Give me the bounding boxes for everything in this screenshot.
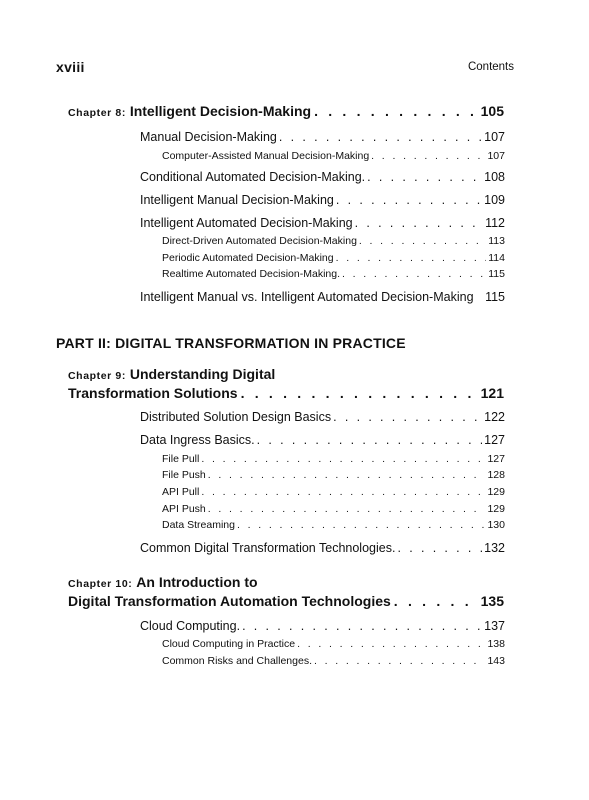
toc-entry-title: Intelligent Automated Decision-Making <box>140 216 353 230</box>
running-title: Contents <box>467 61 514 73</box>
toc-entry-page: 122 <box>484 410 505 424</box>
chapter-9-page: 121 <box>480 385 504 401</box>
chapter-9-prefix: Chapter 9: <box>68 370 126 382</box>
dot-leader <box>394 593 478 610</box>
toc-entry-page: 107 <box>484 130 505 144</box>
dot-leader <box>359 235 486 247</box>
toc-entry-page: 127 <box>487 453 505 465</box>
toc-entry-title: Cloud Computing. <box>140 619 241 633</box>
toc-entry-title: File Pull <box>162 453 200 465</box>
dot-leader <box>397 541 482 555</box>
toc-entry-page: 130 <box>487 519 505 531</box>
toc-entry-title: Cloud Computing in Practice <box>162 638 296 650</box>
toc-entry-title: File Push <box>162 469 206 481</box>
toc-entry-title: API Push <box>162 503 206 515</box>
toc-subentry <box>162 268 505 280</box>
dot-leader <box>257 433 483 447</box>
toc-entry-title: Realtime Automated Decision-Making. <box>162 268 340 280</box>
toc-entry-page: 115 <box>485 290 505 304</box>
dot-leader <box>208 469 486 481</box>
dot-leader <box>208 503 486 515</box>
dot-leader <box>342 268 486 280</box>
toc-entry-title: Manual Decision-Making <box>140 130 277 144</box>
dot-leader <box>201 486 485 498</box>
toc-entry <box>140 619 505 633</box>
toc-subentry <box>162 519 505 531</box>
chapter-10-page: 135 <box>480 593 504 609</box>
toc-entry-page: 128 <box>487 469 505 481</box>
toc-entry <box>140 410 505 424</box>
dot-leader <box>333 410 482 424</box>
toc-entry-page: 115 <box>488 268 505 280</box>
chapter-10-prefix: Chapter 10: <box>68 578 133 590</box>
dot-leader <box>336 193 482 207</box>
toc-entry-title: Distributed Solution Design Basics <box>140 410 332 424</box>
toc-entry-page: 108 <box>484 170 505 184</box>
dot-leader <box>237 519 486 531</box>
toc-entry-page: 132 <box>484 541 505 555</box>
dot-leader <box>314 103 478 120</box>
toc-entry <box>140 433 505 447</box>
toc-entry-page: 107 <box>487 150 505 162</box>
dot-leader <box>241 385 478 402</box>
toc-subentry <box>162 655 505 667</box>
dot-leader <box>336 252 487 264</box>
dot-leader <box>314 655 485 667</box>
chapter-8-title: Intelligent Decision-Making <box>129 103 312 119</box>
chapter-9-title-line2: Transformation Solutions <box>68 385 238 401</box>
dot-leader <box>367 170 482 184</box>
toc-entry-page: 109 <box>484 193 505 207</box>
toc-entry-page: 114 <box>488 252 505 264</box>
toc-entry-title: Intelligent Manual vs. Intelligent Automated Decision-Making <box>140 290 474 304</box>
toc-entry-page: 143 <box>487 655 505 667</box>
toc-subentry <box>162 150 505 162</box>
dot-leader <box>242 619 482 633</box>
toc-subentry <box>162 486 505 498</box>
toc-entry-page: 113 <box>488 235 505 247</box>
toc-entry <box>140 193 505 207</box>
chapter-10-title-line2: Digital Transformation Automation Technologies <box>68 593 391 609</box>
toc-entry-page: 127 <box>484 433 505 447</box>
dot-leader <box>355 216 483 230</box>
toc-entry-title: Data Ingress Basics. <box>140 433 255 447</box>
dot-leader <box>371 150 485 162</box>
chapter-8-page: 105 <box>480 103 504 119</box>
toc-entry-page: 138 <box>487 638 505 650</box>
toc-subentry <box>162 252 505 264</box>
toc-entry-page: 129 <box>487 503 505 515</box>
toc-entry-title: Periodic Automated Decision-Making <box>162 252 334 264</box>
toc-entry <box>140 170 505 184</box>
toc-entry-title: Data Streaming <box>162 519 235 531</box>
chapter-8-prefix: Chapter 8: <box>68 107 126 119</box>
toc-entry <box>140 541 505 555</box>
chapter-9-title-line1: Understanding Digital <box>129 366 276 382</box>
toc-entry-title: Conditional Automated Decision-Making. <box>140 170 366 184</box>
toc-subentry <box>162 638 505 650</box>
toc-subentry <box>162 469 505 481</box>
toc-entry <box>140 130 505 144</box>
toc-entry-title: Common Risks and Challenges. <box>162 655 312 667</box>
toc-entry-title: API Pull <box>162 486 200 498</box>
dot-leader <box>297 638 485 650</box>
toc-entry <box>140 290 505 304</box>
toc-subentry <box>162 453 505 465</box>
dot-leader <box>279 130 482 144</box>
toc-subentry <box>162 235 505 247</box>
chapter-9-heading <box>68 366 504 402</box>
toc-entry-title: Direct-Driven Automated Decision-Making <box>162 235 357 247</box>
toc-entry-title: Intelligent Manual Decision-Making <box>140 193 334 207</box>
chapter-10-heading <box>68 574 504 610</box>
chapter-8-heading <box>68 103 504 122</box>
toc-entry-page: 137 <box>484 619 505 633</box>
chapter-10-title-line1: An Introduction to <box>136 574 258 590</box>
toc-entry-page: 129 <box>487 486 505 498</box>
toc-subentry <box>162 503 505 515</box>
page-number: xviii <box>56 59 85 75</box>
part-2-heading: PART II: DIGITAL TRANSFORMATION IN PRACTICE <box>56 335 406 351</box>
toc-entry-page: 112 <box>485 216 505 230</box>
toc-entry-title: Common Digital Transformation Technologies. <box>140 541 396 555</box>
toc-entry-title: Computer-Assisted Manual Decision-Making <box>162 150 370 162</box>
dot-leader <box>201 453 485 465</box>
toc-entry <box>140 216 505 230</box>
